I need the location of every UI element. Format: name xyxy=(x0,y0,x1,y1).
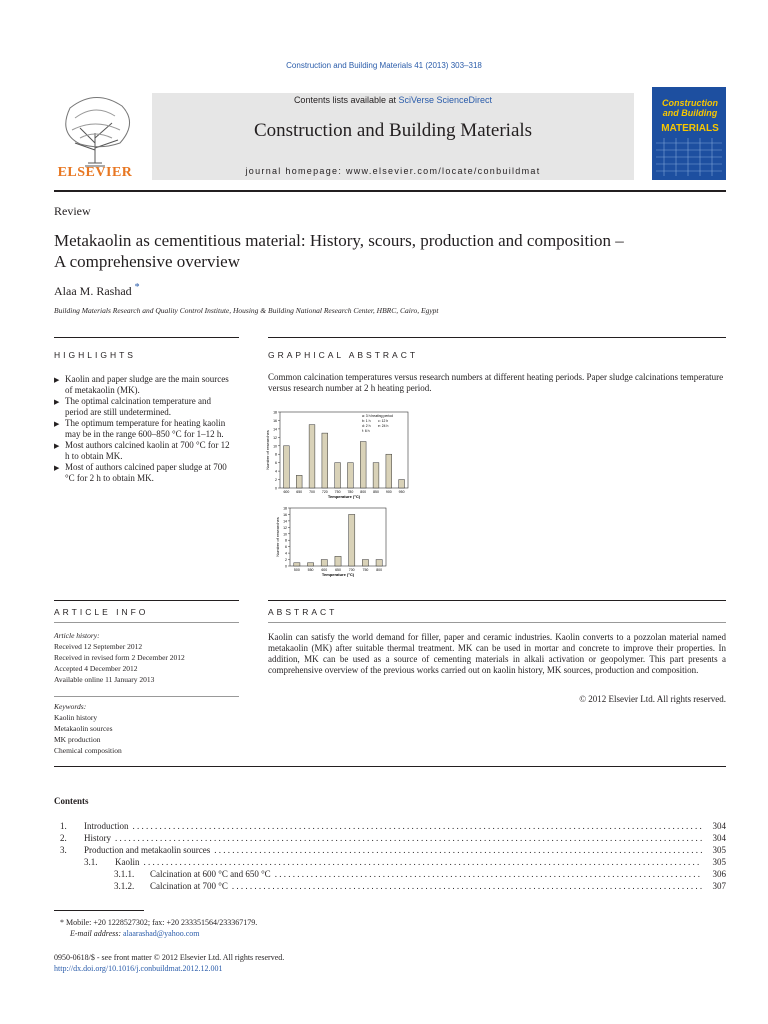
author-footnote-mark[interactable]: * xyxy=(134,282,140,293)
y-tick-label: 10 xyxy=(283,532,287,537)
x-tick-label: 720 xyxy=(321,490,328,494)
y-tick-label: 6 xyxy=(285,545,287,550)
abstract-heading: ABSTRACT xyxy=(268,607,338,617)
history-received: Received 12 September 2012 xyxy=(54,642,143,651)
x-tick-label: 650 xyxy=(335,568,341,572)
x-tick-label: 750 xyxy=(334,490,341,494)
y-tick-label: 18 xyxy=(273,410,277,415)
journal-title: Construction and Building Materials xyxy=(253,120,533,141)
bar xyxy=(309,425,315,488)
toc-leader xyxy=(133,821,703,832)
x-tick-label: 750 xyxy=(362,568,369,572)
y-tick-label: 4 xyxy=(275,469,277,474)
history-revised: Received in revised form 2 December 2012 xyxy=(54,653,185,662)
toc-leader xyxy=(115,833,702,844)
x-tick-label: 500 xyxy=(293,568,300,572)
article-type: Review xyxy=(54,204,91,218)
x-tick-label: 950 xyxy=(398,490,405,494)
y-tick-label: 12 xyxy=(273,435,277,440)
y-tick-label: 0 xyxy=(285,564,287,569)
highlight-item: ▶ Most authors calcined kaolin at 700 °C for 12 h to obtain MK. xyxy=(54,440,234,462)
bar xyxy=(360,442,366,488)
author-line xyxy=(54,282,140,299)
highlights-rule xyxy=(54,337,239,338)
toc-leader xyxy=(275,869,702,880)
abstract-bottom-rule xyxy=(54,766,726,767)
cover-title-line2: and Building xyxy=(662,108,718,118)
bar xyxy=(322,433,328,488)
toc-label: Calcination at 700 °C xyxy=(150,881,228,891)
toc-page: 306 xyxy=(712,869,726,879)
article-info-rule xyxy=(54,600,239,601)
legend-entry: e: 24 h xyxy=(378,424,389,428)
legend-entry: b: 1 h xyxy=(362,419,371,423)
abstract-copyright: © 2012 Elsevier Ltd. All rights reserved. xyxy=(579,694,726,704)
x-tick-label: 850 xyxy=(373,490,379,494)
graphical-abstract-heading: GRAPHICAL ABSTRACT xyxy=(268,350,419,360)
sciencedirect-link[interactable]: SciVerse ScienceDirect xyxy=(398,95,493,105)
y-tick-label: 4 xyxy=(285,551,287,556)
keywords-label: Keywords: xyxy=(54,702,87,711)
toc-number: 3.1. xyxy=(84,857,98,867)
bar xyxy=(373,463,379,488)
footnote-phone: Mobile: +20 1228527302; fax: +20 233351564/233367179. xyxy=(66,918,258,927)
x-axis-label: Temperature (°C) xyxy=(327,494,361,499)
x-tick-label: 600 xyxy=(321,568,328,572)
toc-item-production[interactable] xyxy=(60,845,726,856)
y-tick-label: 10 xyxy=(273,444,277,449)
y-tick-label: 12 xyxy=(283,525,287,530)
issn-line: 0950-0618/$ - see front matter © 2012 Elsevier Ltd. All rights reserved. xyxy=(54,953,285,962)
cover-title xyxy=(655,98,725,118)
y-axis-label: Number of researches xyxy=(275,517,280,557)
abstract-subrule xyxy=(268,622,726,623)
highlights-list xyxy=(54,374,234,484)
toc-page: 305 xyxy=(712,845,726,855)
x-tick-label: 800 xyxy=(360,490,367,494)
legend-entry: c: 12 h xyxy=(378,419,389,423)
keywords-block xyxy=(54,701,239,756)
history-online: Available online 11 January 2013 xyxy=(54,675,155,684)
author-affiliation: Building Materials Research and Quality Control Institute, Housing & Building National Research Center, HBRC, Cairo, Egypt xyxy=(54,306,439,315)
toc-number: 3.1.1. xyxy=(114,869,135,879)
contents-availability xyxy=(152,95,634,105)
keyword-item: Kaolin history xyxy=(54,713,98,722)
bar xyxy=(296,475,302,488)
bar xyxy=(399,480,405,488)
author-footnote xyxy=(60,917,720,939)
article-title xyxy=(54,230,726,272)
bar xyxy=(335,556,341,566)
graphical-abstract-text: Common calcination temperatures versus research numbers at different heating periods. Paper sludge calcinations temperature versus research number at 2 h heating period. xyxy=(268,372,724,393)
article-title-line1: Metakaolin as cementitious material: History, scours, production and composition – xyxy=(54,231,624,250)
toc-label: Kaolin xyxy=(115,857,140,867)
footnote-mark: * xyxy=(60,918,64,927)
contents-prefix: Contents lists available at xyxy=(293,95,399,105)
toc-page: 304 xyxy=(712,821,726,831)
article-history-label: Article history: xyxy=(54,631,100,640)
y-tick-label: 8 xyxy=(285,538,287,543)
footnote-email-label: E-mail address: xyxy=(70,929,124,938)
y-axis-label: Number of researches xyxy=(265,430,270,470)
highlight-item: ▶ The optimum temperature for heating kaolin may be in the range 600–850 °C for 1–12 h. xyxy=(54,418,234,440)
y-tick-label: 16 xyxy=(283,512,287,517)
author-name: Alaa M. Rashad xyxy=(54,284,132,298)
cover-illustration xyxy=(656,138,722,176)
y-tick-label: 14 xyxy=(273,427,277,432)
calcination-chart-paper-sludge xyxy=(272,504,390,582)
toc-leader xyxy=(144,857,703,868)
x-tick-label: 550 xyxy=(307,568,314,572)
highlight-item: ▶ The optimal calcination temperature and period are still undetermined. xyxy=(54,396,234,418)
toc-label: Calcination at 600 °C and 650 °C xyxy=(150,869,271,879)
y-tick-label: 2 xyxy=(275,478,277,483)
keyword-item: MK production xyxy=(54,735,101,744)
toc-page: 304 xyxy=(712,833,726,843)
y-tick-label: 0 xyxy=(275,486,277,491)
y-tick-label: 6 xyxy=(275,461,277,466)
toc-page: 305 xyxy=(712,857,726,867)
toc-leader xyxy=(232,881,702,892)
x-tick-label: 700 xyxy=(348,568,355,572)
x-tick-label: 780 xyxy=(347,490,354,494)
graphical-abstract-rule xyxy=(268,337,726,338)
abstract-rule xyxy=(268,600,726,601)
toc-number: 3. xyxy=(60,845,67,855)
highlight-item: ▶ Most of authors calcined paper sludge at 700 °C for 2 h to obtain MK. xyxy=(54,462,234,484)
toc-number: 2. xyxy=(60,833,67,843)
toc-page: 307 xyxy=(712,881,726,891)
toc-number: 1. xyxy=(60,821,67,831)
x-axis-label: Temperature (°C) xyxy=(321,572,355,577)
x-tick-label: 900 xyxy=(385,490,392,494)
toc-leader xyxy=(214,845,702,856)
header-rule xyxy=(54,190,726,192)
keyword-item: Metakaolin sources xyxy=(54,724,113,733)
bar xyxy=(348,463,354,488)
calcination-chart-kaolin xyxy=(262,404,412,504)
issn-block xyxy=(54,952,726,974)
bar xyxy=(386,454,392,488)
y-tick-label: 18 xyxy=(283,506,287,511)
bar xyxy=(294,563,300,566)
footnote-email-link[interactable]: alaarashad@yahoo.com xyxy=(123,929,200,938)
article-info-subrule xyxy=(54,622,239,623)
article-info-heading: ARTICLE INFO xyxy=(54,607,149,617)
toc-label: Production and metakaolin sources xyxy=(84,845,211,855)
y-tick-label: 2 xyxy=(285,558,287,563)
cover-title-line1: Construction xyxy=(662,98,718,108)
y-tick-label: 16 xyxy=(273,418,277,423)
y-tick-label: 8 xyxy=(275,452,277,457)
legend-entry: f: 6 h xyxy=(362,429,370,433)
history-accepted: Accepted 4 December 2012 xyxy=(54,664,138,673)
toc-item-introduction[interactable] xyxy=(60,821,726,832)
toc-label: History xyxy=(84,833,111,843)
keyword-item: Chemical composition xyxy=(54,746,122,755)
toc-item-kaolin[interactable] xyxy=(84,857,726,868)
elsevier-wordmark: ELSEVIER xyxy=(57,165,133,180)
footnote-rule xyxy=(54,910,144,911)
article-history xyxy=(54,630,239,685)
bar xyxy=(376,560,382,566)
doi-link[interactable]: http://dx.doi.org/10.1016/j.conbuildmat.2012.12.001 xyxy=(54,964,223,973)
contents-heading: Contents xyxy=(54,796,89,806)
bar xyxy=(321,560,327,566)
y-tick-label: 14 xyxy=(283,519,287,524)
bar xyxy=(307,563,313,566)
toc-item-history[interactable] xyxy=(60,833,726,844)
x-tick-label: 650 xyxy=(296,490,303,494)
bar xyxy=(335,463,341,488)
toc-item-calcination-600[interactable] xyxy=(114,869,726,880)
legend-entry: d: 2 h xyxy=(362,424,371,428)
keywords-rule xyxy=(54,696,239,697)
cover-title-line3: MATERIALS xyxy=(661,123,719,134)
journal-homepage[interactable]: journal homepage: www.elsevier.com/locate/conbuildmat xyxy=(245,166,541,176)
legend-entry: a: 3 h heating period xyxy=(362,414,393,418)
toc-item-calcination-700[interactable] xyxy=(114,881,726,892)
bar xyxy=(284,446,290,488)
highlight-item: ▶ Kaolin and paper sludge are the main sources of metakaolin (MK). xyxy=(54,374,234,396)
abstract-text: Kaolin can satisfy the world demand for filler, paper and ceramic industries. Kaolin converts to a pozzolan material named metakaolin (MK) after suitable thermal treatment. MK can be used in mortar and concrete to improve their properties. In addition, MK can be used as a source of cementing materials in alkali activation or geopolymer. This part presents a comprehensive overview of the previous works carried out on kaolin history, MK sources, production and composition. xyxy=(268,632,726,675)
x-tick-label: 600 xyxy=(283,490,290,494)
article-title-line2: A comprehensive overview xyxy=(54,252,240,271)
toc-label: Introduction xyxy=(84,821,129,831)
highlights-heading: HIGHLIGHTS xyxy=(54,350,136,360)
bar xyxy=(362,560,368,566)
bar xyxy=(349,514,355,566)
x-tick-label: 800 xyxy=(376,568,383,572)
journal-citation[interactable]: Construction and Building Materials 41 (2013) 303–318 xyxy=(286,61,482,70)
x-tick-label: 700 xyxy=(309,490,315,494)
toc-number: 3.1.2. xyxy=(114,881,135,891)
